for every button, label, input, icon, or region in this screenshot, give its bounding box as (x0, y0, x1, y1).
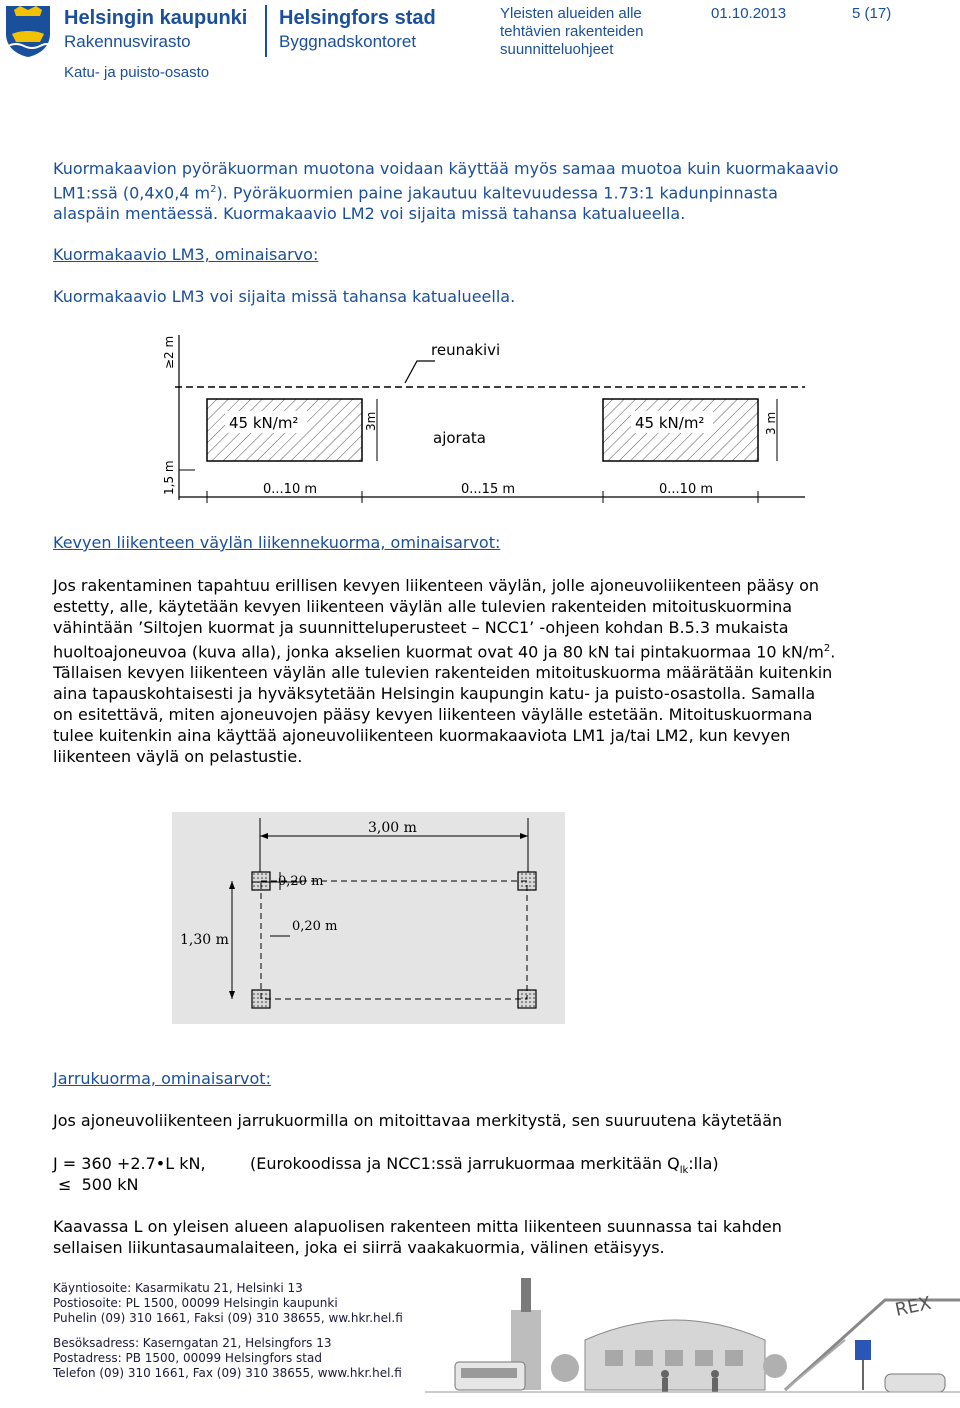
braking-limit: ≤ 500 kN (58, 1175, 139, 1194)
braking-formula-note: (Eurokoodissa ja NCC1:ssä jarrukuormaa merkitään $Q_{lk}:lla$) (250, 1154, 719, 1177)
lm3-load-diagram (155, 325, 815, 510)
dim-mid: 0...15 m (461, 482, 516, 497)
dim-track: 1,30 m (180, 932, 229, 948)
lm3-diagram-svg (155, 325, 815, 510)
city-illustration-icon (425, 1270, 960, 1404)
load-label-left: 45 kN/m² (229, 414, 299, 432)
text-line: huoltoajoneuvoa (kuva alla), jonka akselien kuormat ovat 40 ja 80 kN tai pintakuormaa 10 $kN/m^2$. (53, 642, 836, 662)
dim-wheel-2: 0,20 m (292, 919, 338, 934)
text-line: estetty, alle, käytetään kevyen liikenteen väylän alle tulevien rakenteiden mitoituskuormina (53, 597, 793, 616)
dim-width: 3,00 m (368, 820, 417, 836)
footer-line: Käyntiosoite: Kasarmikatu 21, Helsinki 13 (53, 1281, 303, 1295)
curb-label: reunakivi (431, 341, 501, 359)
braking-heading: Jarrukuorma, ominaisarvot: (53, 1069, 271, 1088)
lane-label: ajorata (433, 429, 486, 447)
pedestrian-heading: Kevyen liikenteen väylän liikennekuorma, ominaisarvot: (53, 533, 501, 552)
height-15m: 1,5 m (162, 460, 176, 495)
text-line: liikenteen väylä on pelastustie. (53, 747, 303, 767)
footer-line: Postadress: PB 1500, 00099 Helsingfors stad (53, 1351, 322, 1365)
lm3-heading: Kuormakaavio LM3, ominaisarvo: (53, 245, 319, 264)
braking-formula: J = 360 +2.7•L kN, (53, 1154, 206, 1173)
lm3-text: Kuormakaavio LM3 voi sijaita missä tahansa katualueella. (53, 287, 516, 306)
city-logo (4, 4, 52, 58)
height-3m-right: 3 m (764, 411, 778, 435)
footer-address-sv (53, 1336, 402, 1381)
text-line: vähintään ’Siltojen kuormat ja suunnitteluperusteet – NCC1’ -ohjeen kohdan B.5.3 mukaista (53, 618, 789, 637)
dept-name-fi: Rakennusvirasto (64, 32, 191, 51)
vehicle-diagram-svg (172, 812, 565, 1024)
org-name-sv: Helsingfors stad (279, 7, 436, 29)
text-line: Kuormakaavion pyöräkuorman muotona voidaan käyttää myös samaa muotoa kuin kuormakaavio (53, 159, 839, 178)
org-name-fi: Helsingin kaupunki (64, 7, 248, 29)
less-or-equal-icon: ≤ (58, 1175, 72, 1194)
footer-city-illustration (425, 1270, 960, 1404)
intro-paragraph (53, 158, 933, 224)
text-line: on esitettävä, miten ajoneuvojen pääsy kevyen liikenteen väylälle estetään. Mitoituskuormana (53, 705, 813, 725)
vehicle-outline (261, 881, 527, 999)
leader-line (405, 361, 435, 383)
footer-address-fi (53, 1281, 403, 1326)
load-label-right: 45 kN/m² (635, 414, 705, 432)
text-line: Kaavassa L on yleisen alueen alapuolisen rakenteen mitta liikenteen suunnassa tai kahden (53, 1217, 782, 1236)
text-line: sellaisen liikuntasaumalaiteen, joka ei siirrä vaakakuormia, välinen etäisyys. (53, 1238, 665, 1257)
dim-left: 0...10 m (263, 482, 318, 497)
dim-wheel-1: 0,20 m (278, 874, 324, 889)
dim-right: 0...10 m (659, 482, 714, 497)
footer-line: Telefon (09) 310 1661, Fax (09) 310 38655, www.hkr.hel.fi (53, 1366, 402, 1380)
footer-line: Postiosoite: PL 1500, 00099 Helsingin kaupunki (53, 1296, 338, 1310)
text-line: alaspäin mentäessä. Kuormakaavio LM2 voi sijaita missä tahansa katualueella. (53, 204, 686, 224)
document-title-line: suunnitteluohjeet (500, 41, 614, 58)
document-title (500, 5, 643, 59)
height-2m: ≥2 m (162, 335, 176, 369)
document-date: 01.10.2013 (711, 5, 787, 22)
text-line: Tällaisen kevyen liikenteen väylän alle tulevien rakenteiden mitoituskuorma määrätään kuitenkin (53, 663, 833, 683)
rex-sign: REX (893, 1292, 934, 1321)
helsinki-crest-icon (4, 4, 52, 58)
document-title-line: Yleisten alueiden alle (500, 5, 642, 22)
text-line: tulee kuitenkin aina käyttää ajoneuvoliikenteen kuormakaaviota LM1 ja/tai LM2, kun kevyen (53, 726, 791, 746)
dept-name-sv: Byggnadskontoret (279, 32, 417, 51)
text-line: aina tapauskohtaisesti ja hyväksytetään Helsingin kaupungin katu- ja puisto-osastolla. Samalla (53, 684, 816, 704)
footer-line: Besöksadress: Kaserngatan 21, Helsingfors 13 (53, 1336, 332, 1350)
header-divider (265, 5, 267, 57)
height-3m-left: 3m (364, 411, 378, 431)
braking-intro: Jos ajoneuvoliikenteen jarrukuormilla on mitoittavaa merkitystä, sen suuruutena käytetään (53, 1111, 783, 1130)
text-line: Jos rakentaminen tapahtuu erillisen kevyen liikenteen väylän, jolle ajoneuvoliikenteen pääsy on (53, 576, 820, 595)
footer-line: Puhelin (09) 310 1661, Faksi (09) 310 38655, ww.hkr.hel.fi (53, 1311, 403, 1325)
pedestrian-paragraph (53, 575, 943, 767)
unit-name: Katu- ja puisto-osasto (64, 64, 210, 81)
document-title-line: tehtävien rakenteiden (500, 23, 644, 40)
text-line: LM1:ssä (0,4x0,4 $m^2$). Pyöräkuormien paine jakautuu kaltevuudessa 1.73:1 kadunpinnasta (53, 183, 778, 203)
service-vehicle-diagram (172, 812, 565, 1024)
braking-explanation (53, 1216, 943, 1258)
page-number: 5 (17) (852, 5, 892, 22)
